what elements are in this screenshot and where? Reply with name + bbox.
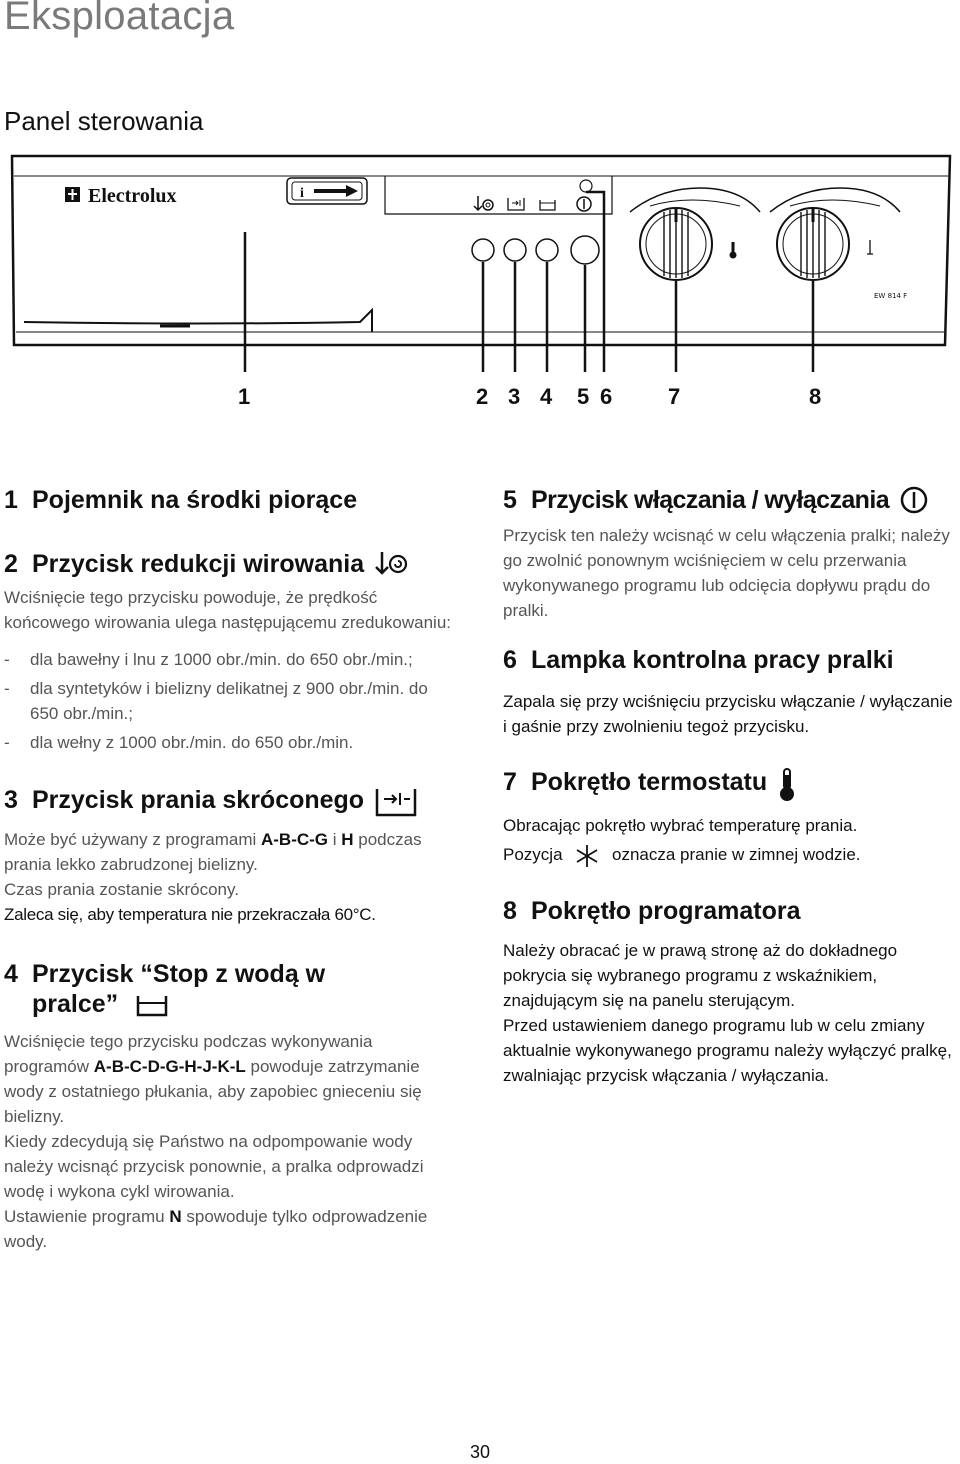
brand-name: Electrolux <box>88 185 177 207</box>
control-panel-illustration <box>0 150 960 415</box>
section-7-text-2 <box>503 842 953 868</box>
section-5-heading <box>503 485 953 515</box>
text-run: oznacza pranie w zimnej wodzie. <box>612 845 861 864</box>
section-subtitle: Panel sterowania <box>4 106 204 136</box>
section-4-number: 4 <box>4 960 18 988</box>
svg-text:i: i <box>300 186 304 201</box>
program-pointer-icon <box>867 240 873 254</box>
section-2-text: Wciśnięcie tego przycisku powoduje, że prędkość końcowego wirowania ulega następującemu zredukowaniu: <box>4 588 451 632</box>
section-6-heading <box>503 645 953 675</box>
text-run: podczas prania lekko zabrudzonej bielizny. <box>4 830 422 874</box>
text-run: spowoduje tylko odprowadzenie wody. <box>4 1207 428 1251</box>
section-1-number: 1 <box>4 486 18 514</box>
program-codes: A-B-C-G <box>260 830 329 849</box>
thermostat-knob[interactable] <box>640 208 712 280</box>
section-4-text-3 <box>4 1204 454 1254</box>
rinse-hold-button[interactable] <box>536 239 558 261</box>
text-run: Może być używany z programami <box>4 830 261 849</box>
spin-reduction-icon <box>374 549 408 577</box>
rinse-hold-icon <box>540 200 555 210</box>
section-4-text <box>4 1029 454 1129</box>
page-number: 30 <box>470 1442 491 1462</box>
thermometer-icon <box>777 767 797 803</box>
rinse-hold-icon <box>135 992 169 1018</box>
text-run: i <box>328 830 342 849</box>
list-item-text: dla wełny z 1000 obr./min. do 650 obr./min. <box>30 733 354 752</box>
section-3-text <box>4 827 454 877</box>
power-button[interactable] <box>571 236 599 264</box>
section-6-title: Lampka kontrolna pracy pralki <box>531 646 894 674</box>
page-title: Eksploatacja <box>4 0 235 38</box>
callout-2: 2 <box>476 384 489 409</box>
section-7-heading <box>503 767 953 803</box>
section-8-text-2: Przed ustawieniem danego programu lub w celu zmiany aktualnie wykonywanego programu należy wyłączyć pralkę, zwalniając przycisk włączania / wyłączania. <box>503 1015 952 1085</box>
section-4-title-line-1: Przycisk “Stop z wodą w <box>32 960 326 988</box>
spin-reduction-button[interactable] <box>472 239 494 261</box>
section-1-heading <box>4 485 454 515</box>
section-6-text: Zapala się przy wciśnięciu przycisku włączanie / wyłączanie i gaśnie przy zwolnieniu tegoż przycisku. <box>503 692 953 736</box>
section-7-title: Pokrętło termostatu <box>531 768 768 796</box>
power-icon <box>577 197 591 211</box>
section-2-heading <box>4 549 454 579</box>
callout-7: 7 <box>668 384 681 409</box>
section-4-text-2: Kiedy zdecydują się Państwo na odpompowanie wody należy wcisnąć przycisk ponownie, a pralka odprowadzi wodę i wykona cykl wirowania. <box>4 1132 424 1201</box>
text-run: Pozycja <box>503 845 563 864</box>
section-4-title <box>32 959 325 1019</box>
callout-1: 1 <box>238 384 251 409</box>
section-4-title-line-2: pralce” <box>32 990 119 1018</box>
section-3-text-3: Zaleca się, aby temperatura nie przekraczała 60°C. <box>4 905 376 924</box>
section-3-number: 3 <box>4 786 18 814</box>
text-run: Wciśnięcie tego przycisku podczas wykonywania programów <box>4 1032 373 1076</box>
section-4-heading <box>4 959 454 1019</box>
callout-5: 5 <box>577 384 590 409</box>
program-code: N <box>169 1207 182 1226</box>
pilot-lamp <box>580 180 592 192</box>
section-3-heading <box>4 785 454 819</box>
section-7-number: 7 <box>503 768 517 796</box>
program-codes: A-B-C-D-G-H-J-K-L <box>93 1057 246 1076</box>
power-icon <box>899 485 929 515</box>
spin-reduction-list <box>4 647 454 755</box>
section-5-number: 5 <box>503 486 517 514</box>
left-column <box>4 485 454 1254</box>
section-8-heading <box>503 896 953 926</box>
section-6-number: 6 <box>503 646 517 674</box>
model-label: EW 814 F <box>874 292 908 300</box>
section-8-text: Należy obracać je w prawą stronę aż do dokładnego pokrycia się wybranego programu z wskaźnikiem, znajdującym się na panelu sterującym. <box>503 940 898 1010</box>
short-wash-button[interactable] <box>504 239 526 261</box>
program-knob[interactable] <box>777 208 849 280</box>
spin-reduction-icon <box>474 196 493 210</box>
section-7-text: Obracając pokrętło wybrać temperaturę prania. <box>503 816 858 835</box>
list-item: - dla wełny z 1000 obr./min. do 650 obr./min. <box>4 730 454 755</box>
section-2-title: Przycisk redukcji wirowania <box>32 550 365 578</box>
section-1-title: Pojemnik na środki piorące <box>32 486 358 514</box>
section-3-text-2: Czas prania zostanie skrócony. <box>4 880 239 899</box>
list-item: - dla bawełny i lnu z 1000 obr./min. do 650 obr./min.; <box>4 647 454 672</box>
list-item-text: dla bawełny i lnu z 1000 obr./min. do 650 obr./min.; <box>30 650 413 669</box>
callout-8: 8 <box>809 384 822 409</box>
callout-6: 6 <box>600 384 613 409</box>
section-5-text: Przycisk ten należy wcisnąć w celu włączenia pralki; należy go zwolnić ponownym wciśnięciem w celu przerwania wykonywanego programu lub odcięcia dopływu prądu do pralki. <box>503 526 950 620</box>
short-wash-icon <box>508 198 524 210</box>
callout-3: 3 <box>508 384 521 409</box>
cold-wash-icon <box>575 844 599 868</box>
detergent-drawer-label <box>287 178 367 204</box>
section-3-title: Przycisk prania skróconego <box>32 786 365 814</box>
program-code: H <box>341 830 354 849</box>
thermometer-icon <box>730 242 737 259</box>
section-2-number: 2 <box>4 550 18 578</box>
electrolux-logo <box>65 185 177 207</box>
section-8-number: 8 <box>503 896 517 925</box>
short-wash-icon <box>374 785 418 819</box>
text-run: Ustawienie programu <box>4 1207 170 1226</box>
section-8-title: Pokrętło programatora <box>531 896 801 925</box>
section-5-title: Przycisk włączania / wyłączania <box>531 486 889 514</box>
right-column <box>503 485 953 1088</box>
list-item-text: dla syntetyków i bielizny delikatnej z 900 obr./min. do 650 obr./min.; <box>30 679 428 723</box>
callout-4: 4 <box>540 384 553 409</box>
text-run: powoduje zatrzymanie wody z ostatniego płukania, aby zapobiec gnieceniu się bielizny. <box>4 1057 422 1126</box>
list-item: - dla syntetyków i bielizny delikatnej z 900 obr./min. do 650 obr./min.; <box>4 676 454 726</box>
